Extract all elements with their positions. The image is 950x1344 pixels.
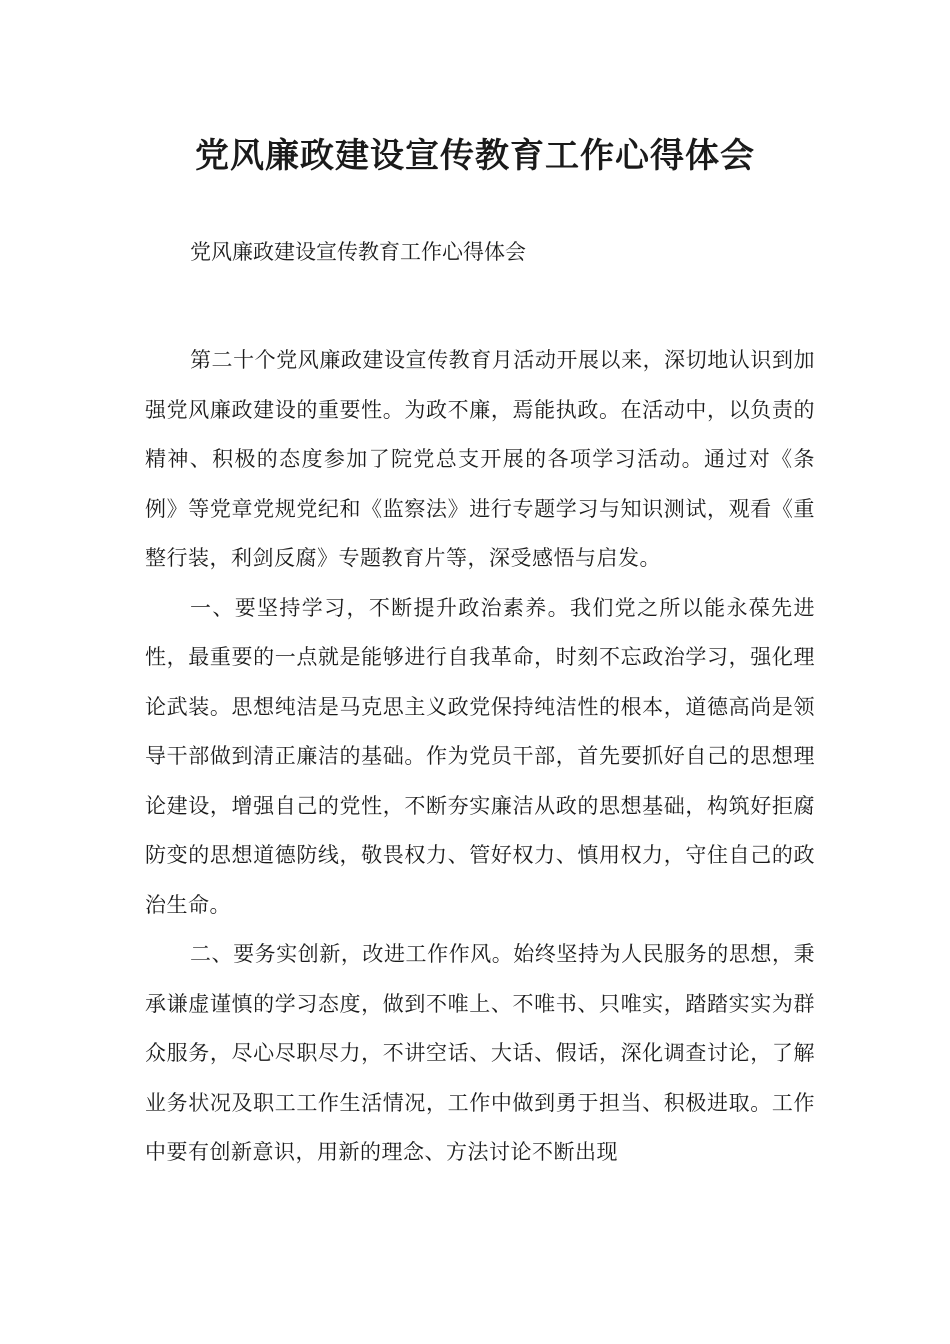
paragraph-point-one: 一、要坚持学习，不断提升政治素养。我们党之所以能永葆先进性，最重要的一点就是能够进行自我革命，时刻不忘政治学习，强化理论武装。思想纯洁是马克思主义政党保持纯洁性的根本，道德高尚是领导干部做到清正廉洁的基础。作为党员干部，首先要抓好自己的思想理论建设，增强自己的党性，不断夯实廉洁从政的思想基础，构筑好拒腐防变的思想道德防线，敬畏权力、管好权力、慎用权力，守住自己的政治生命。 (145, 595, 815, 917)
paragraph-intro: 第二十个党风廉政建设宣传教育月活动开展以来，深切地认识到加强党风廉政建设的重要性。为政不廉，焉能执政。在活动中，以负责的精神、积极的态度参加了院党总支开展的各项学习活动。通过对《条例》等党章党规党纪和《监察法》进行专题学习与知识测试，观看《重整行装，利剑反腐》专题教育片等，深受感悟与启发。 (145, 348, 815, 570)
document-subtitle: 党风廉政建设宣传教育工作心得体会 (190, 240, 526, 264)
document-body (145, 336, 815, 1178)
document-title: 党风廉政建设宣传教育工作心得体会 (195, 136, 755, 176)
paragraph-point-two: 二、要务实创新，改进工作作风。始终坚持为人民服务的思想，秉承谦虚谨慎的学习态度，做到不唯上、不唯书、只唯实，踏踏实实为群众服务，尽心尽职尽力，不讲空话、大话、假话，深化调查讨论，了解业务状况及职工工作生活情况，工作中做到勇于担当、积极进取。工作中要有创新意识，用新的理念、方法讨论不断出现 (145, 942, 815, 1164)
